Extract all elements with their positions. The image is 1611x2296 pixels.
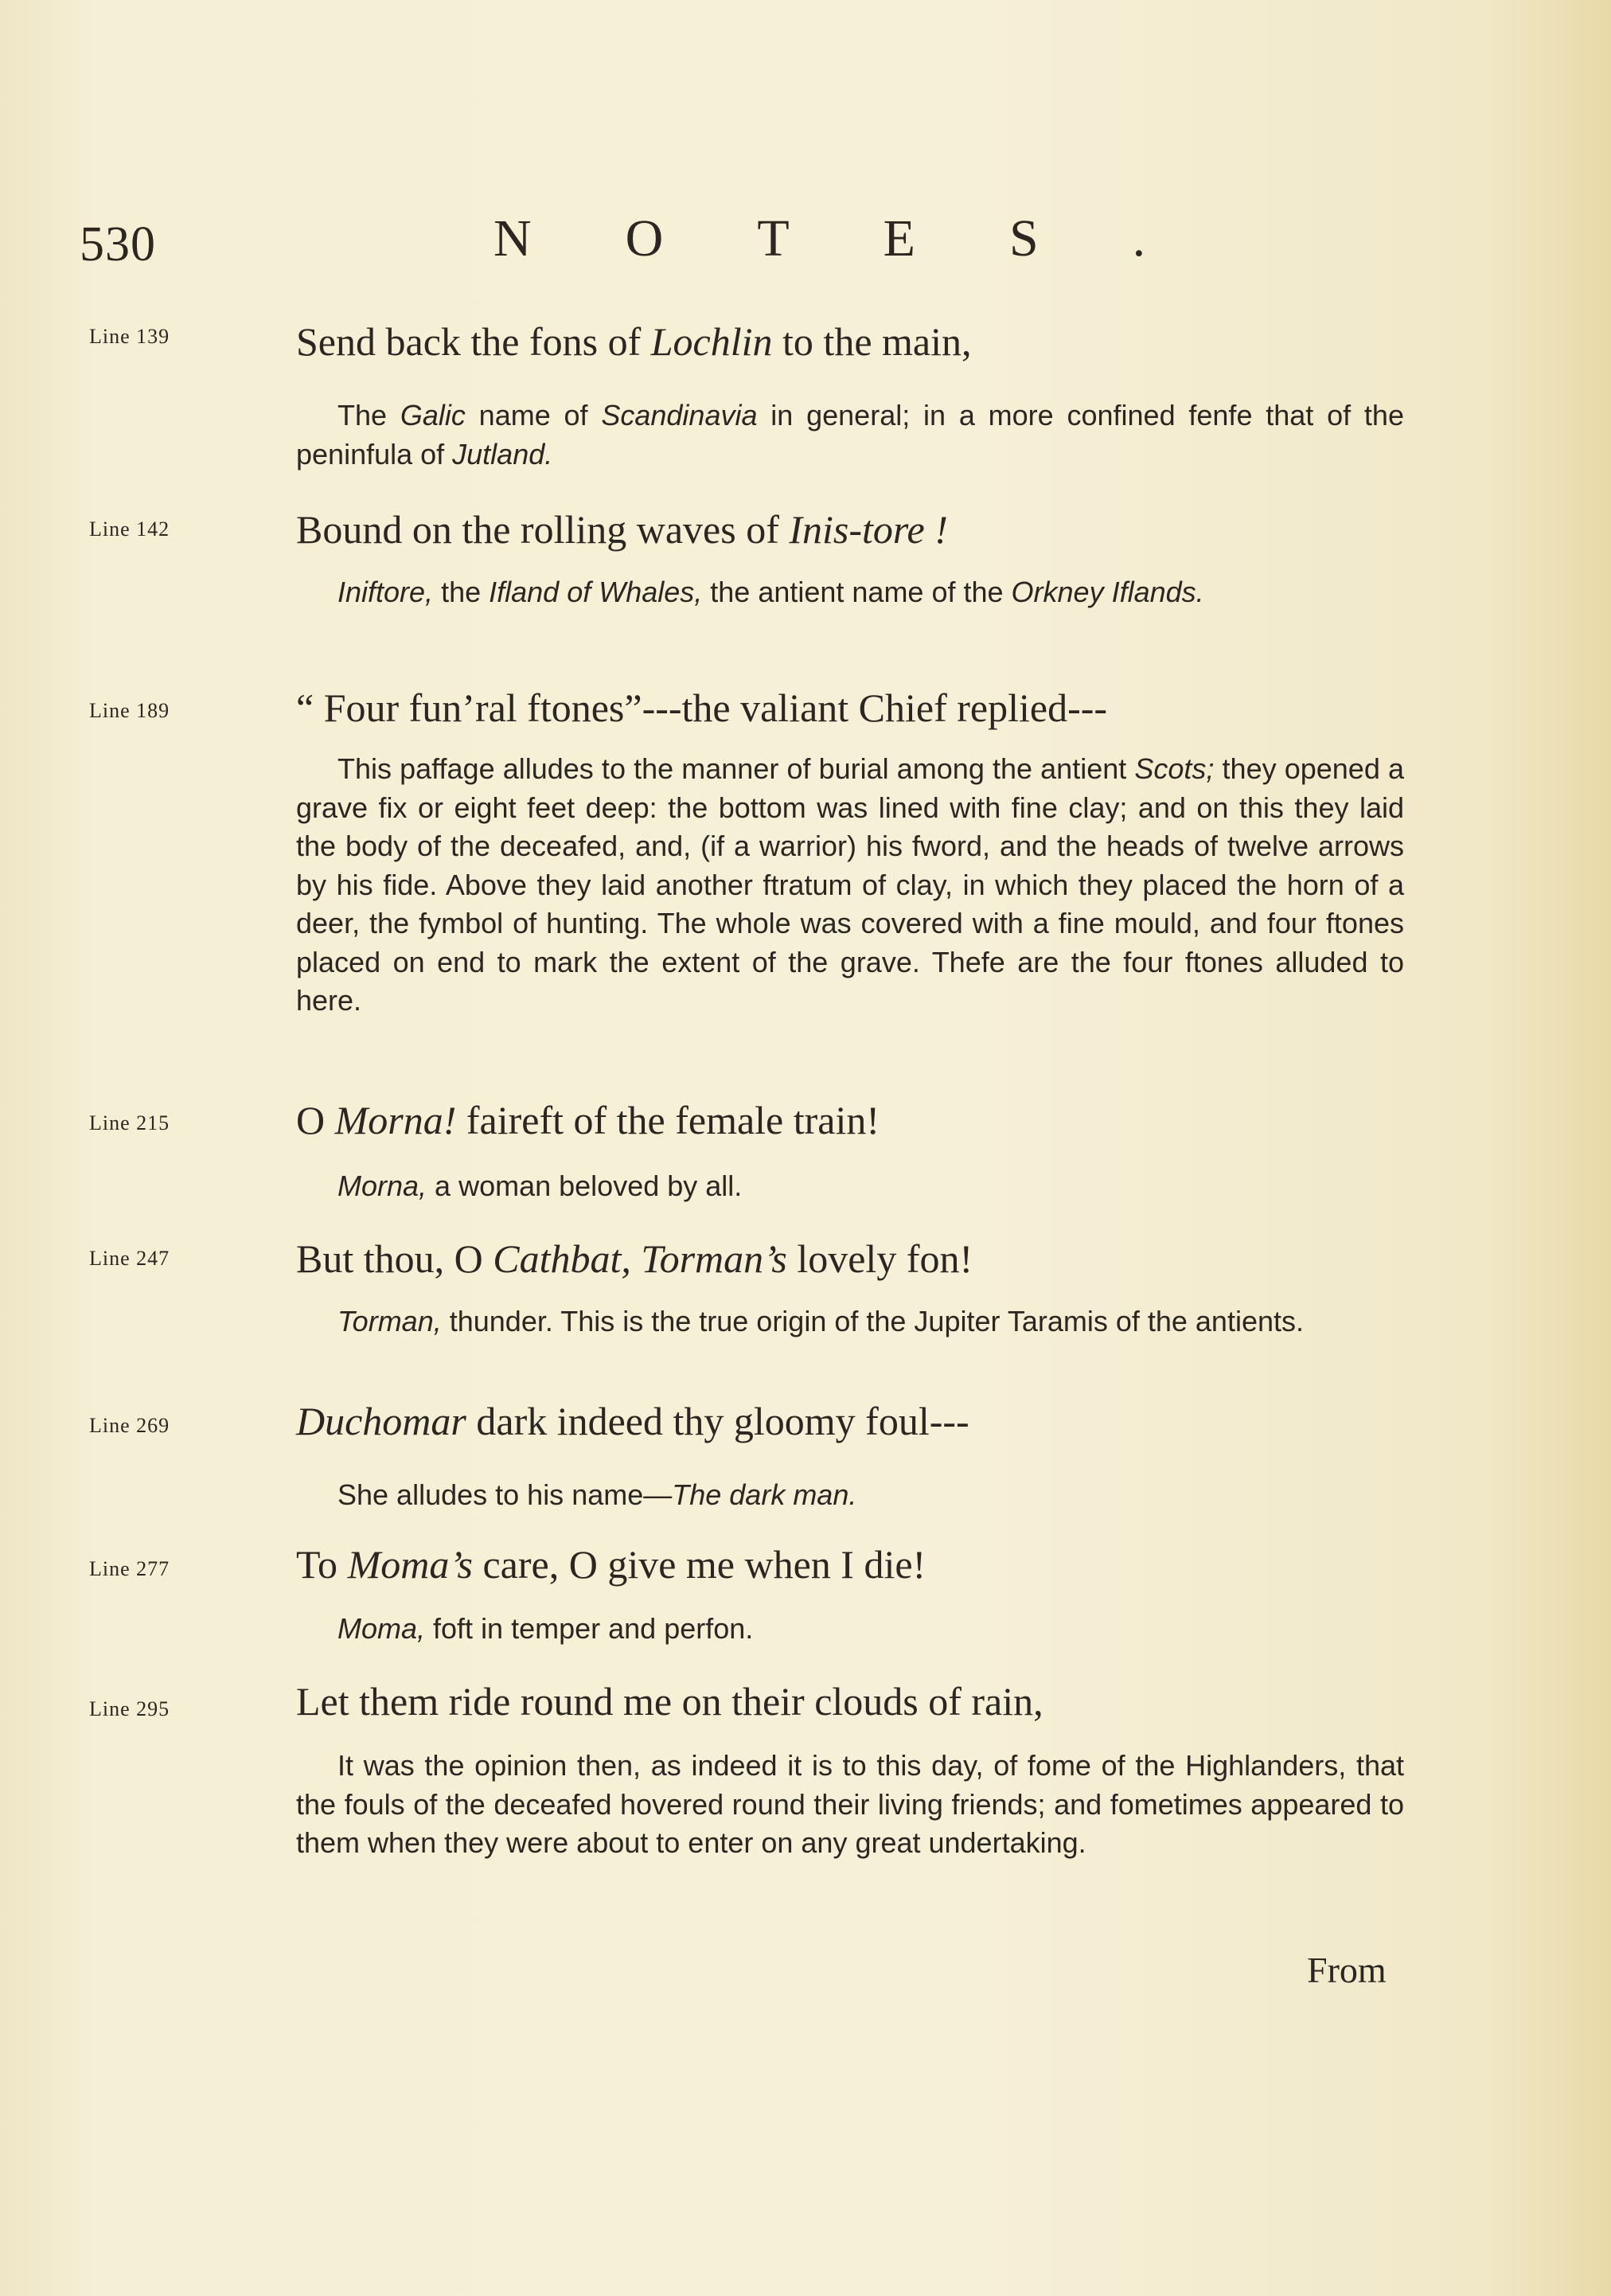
annotation-text: This paffage alludes to the manner of burial among the antient Scots; they opened a grave fix or eight feet deep: the bottom was lined with fine clay; and on this they laid the body of the deceafed, and, (if a warrior) his fword, and the heads of twelve arrows by his fide. Above they laid another ftratum of clay, in which they placed the horn of a deer, the fymbol of hunting. The whole was covered with a fine mould, and four ftones placed on end to mark the extent of the grave. Thefe are the four ftones alluded to here. [296, 752, 1405, 1017]
annotation-text: Torman, thunder. This is the true origin of the Jupiter Taramis of the antients. [337, 1305, 1305, 1337]
quoted-verse: Send back the fons of Lochlin to the main, [296, 319, 972, 364]
annotation-text: It was the opinion then, as indeed it is to this day, of fome of the Highlanders, that the fouls of the deceafed hovered round their living friends; and fometimes appeared to them when they were about to enter on any great undertaking. [296, 1749, 1404, 1859]
quoted-verse: Bound on the rolling waves of Inis-tore ! [296, 507, 948, 552]
annotation-text: Morna, a woman beloved by all. [337, 1169, 743, 1202]
catchword: From [1307, 1950, 1387, 1990]
line-label: Line 295 [89, 1697, 170, 1720]
annotation-text: Iniftore, the Ifland of Whales, the antient name of the Orkney Iflands. [337, 576, 1204, 608]
quoted-verse: But thou, O Cathbat, Torman’s lovely fon! [296, 1236, 973, 1281]
page-number: 530 [80, 217, 156, 271]
line-label: Line 247 [89, 1247, 170, 1270]
annotation-text: She alludes to his name—The dark man. [337, 1478, 857, 1511]
quoted-verse: Let them ride round me on their clouds of rain, [296, 1679, 1043, 1724]
quoted-verse: To Moma’s care, O give me when I die! [296, 1542, 926, 1587]
line-label: Line 277 [89, 1557, 170, 1580]
line-label: Line 189 [89, 699, 170, 722]
line-label: Line 139 [89, 325, 170, 348]
line-label: Line 142 [89, 517, 170, 541]
quoted-verse: Duchomar dark indeed thy gloomy foul--- [296, 1399, 969, 1443]
line-label: Line 269 [89, 1414, 170, 1437]
line-label: Line 215 [89, 1111, 170, 1134]
annotation-text: The Galic name of Scandinavia in general; in a more confined fenfe that of the peninfula of Jutland. [296, 399, 1404, 471]
running-head: NOTES. [493, 209, 1240, 267]
quoted-verse: “ Four fun’ral ftones”---the valiant Chief replied--- [296, 685, 1108, 730]
annotation-text: Moma, foft in temper and perfon. [337, 1612, 754, 1645]
quoted-verse: O Morna! faireft of the female train! [296, 1098, 880, 1142]
